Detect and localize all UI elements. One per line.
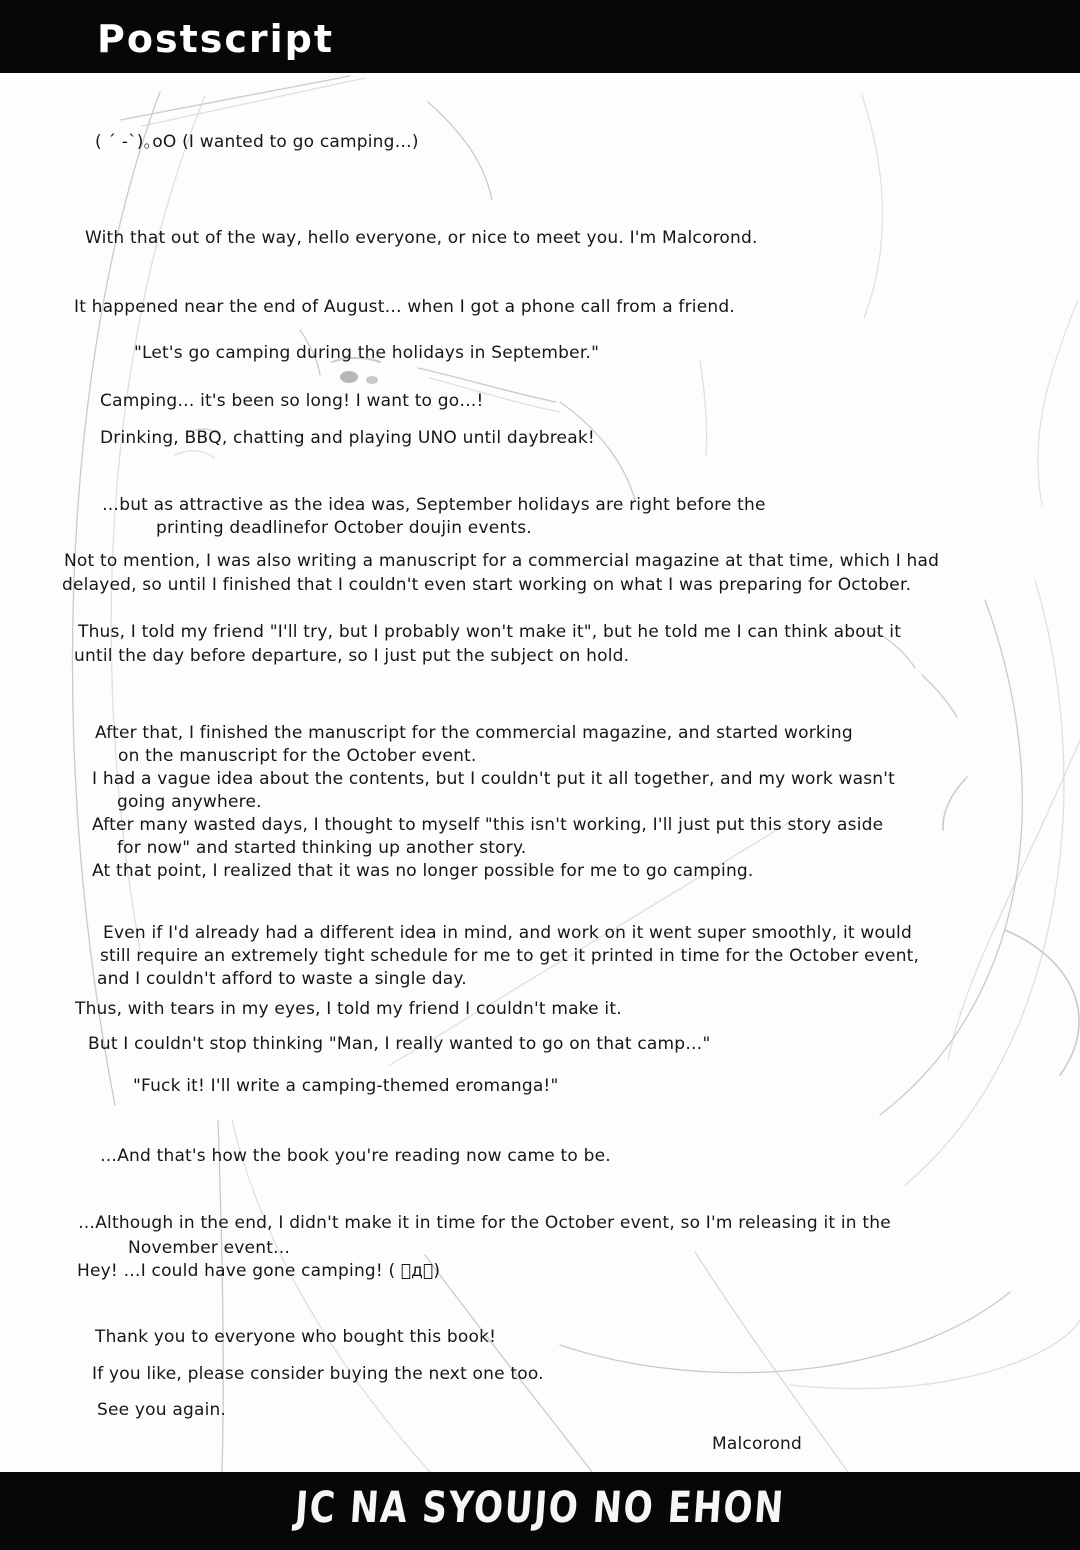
- sketch-stroke: [142, 78, 365, 126]
- page-title: Postscript: [97, 17, 335, 61]
- postscript-line: until the day before departure, so I just put the subject on hold.: [74, 646, 630, 666]
- sketch-stroke: [175, 451, 214, 458]
- sketch-stroke: [560, 402, 635, 500]
- sketch-stroke: [1038, 300, 1078, 505]
- sketch-eye-blob: [340, 371, 358, 383]
- sketch-stroke: [943, 777, 967, 830]
- postscript-line: …Although in the end, I didn't make it in time for the October event, so I'm releasing it in the: [78, 1213, 891, 1233]
- postscript-line: See you again.: [97, 1400, 227, 1420]
- postscript-line: But I couldn't stop thinking "Man, I really wanted to go on that camp…": [88, 1034, 711, 1054]
- sketch-stroke: [862, 95, 883, 318]
- postscript-line: It happened near the end of August… when I got a phone call from a friend.: [74, 297, 735, 317]
- book-title: JC NA SYOUJO NO EHON: [293, 1483, 787, 1533]
- postscript-quote-line: "Let's go camping during the holidays in September.": [134, 343, 600, 363]
- postscript-kaomoji-line: Hey! …I could have gone camping! ( ゚д゚): [77, 1261, 441, 1281]
- postscript-line: November event…: [128, 1238, 291, 1258]
- sketch-stroke: [428, 102, 492, 200]
- postscript-line: Thank you to everyone who bought this book!: [95, 1327, 497, 1347]
- postscript-quote-line: "Fuck it! I'll write a camping-themed eromanga!": [133, 1076, 559, 1096]
- postscript-line: Thus, with tears in my eyes, I told my friend I couldn't make it.: [75, 999, 622, 1019]
- sketch-stroke: [948, 740, 1080, 1060]
- sketch-stroke: [922, 675, 957, 717]
- postscript-line: If you like, please consider buying the next one too.: [92, 1364, 544, 1384]
- sketch-stroke: [232, 1120, 430, 1472]
- sketch-stroke: [790, 1320, 1080, 1389]
- postscript-line: …And that's how the book you're reading now came to be.: [100, 1146, 611, 1166]
- postscript-line: After many wasted days, I thought to myself "this isn't working, I'll just put this story aside: [92, 815, 884, 835]
- footer-bar: [0, 1472, 1080, 1550]
- postscript-line: still require an extremely tight schedule for me to get it printed in time for the October event,: [100, 946, 920, 966]
- sketch-stroke: [560, 1292, 1010, 1373]
- thought-kaomoji-line: ( ´ -`)｡oO (I wanted to go camping…): [95, 132, 419, 152]
- postscript-line: Not to mention, I was also writing a manuscript for a commercial magazine at that time, which I had: [64, 551, 940, 571]
- sketch-stroke: [905, 580, 1064, 1185]
- postscript-line: going anywhere.: [117, 792, 262, 812]
- postscript-line: Even if I'd already had a different idea in mind, and work on it went super smoothly, it would: [103, 923, 912, 943]
- postscript-line: Drinking, BBQ, chatting and playing UNO until daybreak!: [100, 428, 595, 448]
- postscript-line: and I couldn't afford to waste a single day.: [97, 969, 467, 989]
- sketch-stroke: [1005, 930, 1079, 1075]
- postscript-line: I had a vague idea about the contents, but I couldn't put it all together, and my work wasn't: [92, 769, 895, 789]
- sketch-stroke: [700, 360, 707, 455]
- author-signature: Malcorond: [712, 1434, 802, 1454]
- postscript-line: printing deadlinefor October doujin events.: [156, 518, 532, 538]
- sketch-stroke: [880, 600, 1022, 1115]
- postscript-line: …but as attractive as the idea was, September holidays are right before the: [102, 495, 766, 515]
- postscript-line: Thus, I told my friend "I'll try, but I probably won't make it", but he told me I can think about it: [78, 622, 902, 642]
- header-bar: [0, 0, 1080, 73]
- postscript-line: delayed, so until I finished that I couldn't even start working on what I was preparing for October.: [62, 575, 912, 595]
- postscript-line: for now" and started thinking up another story.: [117, 838, 527, 858]
- postscript-line: Camping… it's been so long! I want to go…!: [100, 391, 484, 411]
- sketch-eye-blob: [366, 376, 378, 384]
- postscript-line: on the manuscript for the October event.: [118, 746, 477, 766]
- sketch-stroke: [120, 76, 350, 120]
- postscript-line: With that out of the way, hello everyone, or nice to meet you. I'm Malcorond.: [85, 228, 758, 248]
- postscript-line: After that, I finished the manuscript for the commercial magazine, and started working: [95, 723, 853, 743]
- postscript-line: At that point, I realized that it was no longer possible for me to go camping.: [92, 861, 754, 881]
